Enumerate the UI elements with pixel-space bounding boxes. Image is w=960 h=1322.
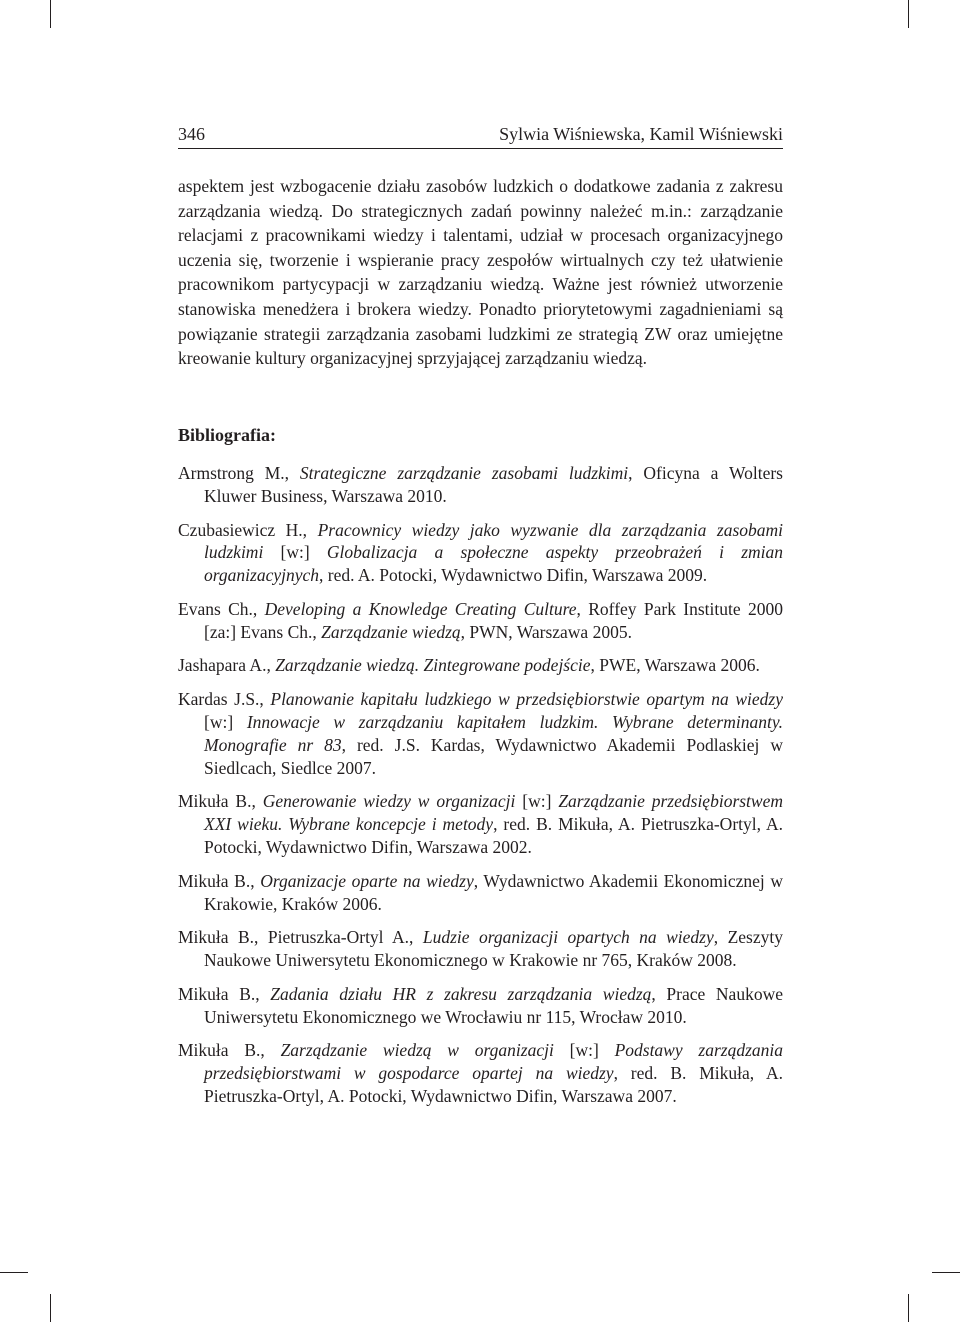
entry-title-italic: Organizacje oparte na wiedzy [260,870,474,891]
bibliography-entry [178,462,783,508]
entry-text: , red. J.S. Kardas, Wydawnictwo Akademii Podlaskiej w Siedlcach, Siedlce 2007. [204,734,783,778]
entry-text: Kardas J.S., [178,689,271,709]
entry-text: , red. A. Potocki, Wydawnictwo Difin, Warszawa 2009. [319,565,708,586]
entry-text: Armstrong M., [178,463,300,483]
crop-mark [908,0,909,28]
entry-text: [w:] [204,711,247,732]
entry-title-italic: Developing a Knowledge Creating Culture [264,598,577,619]
entry-text: , red. B. Mikuła, A. Pietruszka-Ortyl, A. Potocki, Wydawnictwo Difin, Warszawa 2007. [204,1063,783,1107]
entry-text: Mikuła B., [178,1040,281,1061]
crop-mark [50,0,51,28]
body-paragraph: aspektem jest wzbogacenie działu zasobów ludzkich o dodatkowe zadania z zakresu zarządzania wiedzą. Do strategicznych zadań powinny należeć m.in.: zarządzanie relacjami z pracownikami wiedzy i talentami, udział w procesach organizacyjnego uczenia się, tworzenie i wspieranie pracy zespołów wirtualnych czy też ułatwienie pracownikom partycypacji w zarządzaniu wiedzą. Ważne jest również utworzenie stanowiska menedżera i brokera wiedzy. Ponadto priorytetowymi zagadnieniami są powiązanie strategii zarządzania zasobami ludzkimi ze strategią ZW oraz umiejętne kreowanie kultury organizacyjnej sprzyjającej zarządzaniu wiedzą. [178,176,783,369]
crop-mark [0,1272,28,1273]
entry-title-italic: Globalizacja a społeczne aspekty przeobrażeń i zmian organizacyjnych [204,542,784,586]
entry-title-italic: Zarządzanie wiedzą w organizacji [280,1040,554,1061]
bibliography-entry [178,983,783,1029]
entry-text: , red. B. Mikuła, A. Pietruszka-Ortyl, A. Potocki, Wydawnictwo Difin, Warszawa 2002. [204,814,783,858]
entry-text: , Roffey Park Institute 2000 [za:] Evans Ch., [204,598,783,642]
entry-title-italic: Planowanie kapitału ludzkiego w przedsiębiorstwie opartym na wiedzy [270,689,783,709]
entry-text: , PWE, Warszawa 2006. [590,655,760,676]
entry-title-italic: Generowanie wiedzy w organizacji [262,791,516,812]
entry-text: , Prace Naukowe Uniwersytetu Ekonomicznego we Wrocławiu nr 115, Wrocław 2010. [204,983,783,1027]
entry-text: Jashapara A., [178,655,276,676]
bibliography-entry [178,926,783,972]
entry-text: Mikuła B., [178,983,271,1004]
entry-text: Evans Ch., [178,598,265,619]
entry-text: Mikuła B., [178,870,261,891]
entry-title-italic: Ludzie organizacji opartych na wiedzy [422,927,714,948]
entry-text: [w:] [553,1040,615,1061]
crop-mark [932,1272,960,1273]
entry-text: [w:] [263,542,327,563]
page-number: 346 [178,124,205,144]
bibliography-entry [178,654,783,677]
bibliography-entry [178,790,783,859]
entry-text: [w:] [515,791,559,812]
crop-mark [908,1294,909,1322]
entry-title-italic: Podstawy zarządzania przedsiębiorstwami w gospodarce opartej na wiedzy [204,1040,784,1084]
bibliography-entry [178,598,783,644]
entry-text: , Wydawnictwo Akademii Ekonomicznej w Krakowie, Kraków 2006. [204,870,783,914]
bibliography-entry [178,870,783,916]
bibliography-heading: Bibliografia: [178,425,276,445]
bibliography-entry [178,1039,783,1108]
entry-text: Czubasiewicz H., [178,519,318,540]
crop-mark [50,1294,51,1322]
entry-title-italic: Zarządzanie przedsiębiorstwem XXI wieku. Wybrane koncepcje i metody [204,791,784,835]
entry-title-italic: Zadania działu HR z zakresu zarządzania wiedzą [270,983,652,1004]
entry-text: , Zeszyty Naukowe Uniwersytetu Ekonomicznego w Krakowie nr 765, Kraków 2008. [204,927,783,971]
header-authors: Sylwia Wiśniewska, Kamil Wiśniewski [499,124,783,144]
entry-text: Mikuła B., Pietruszka-Ortyl A., [178,927,423,948]
entry-title-italic: Pracownicy wiedzy jako wyzwanie dla zarządzania zasobami ludzkimi [204,519,783,563]
entry-title-italic: Zarządzanie wiedzą. Zintegrowane podejście [275,655,591,676]
bibliography-entry [178,688,783,780]
entry-text: , PWN, Warszawa 2005. [460,621,632,642]
entry-title-italic: Zarządzanie wiedzą [321,621,461,642]
entry-title-italic: Strategiczne zarządzanie zasobami ludzkimi [299,463,629,483]
entry-text: , Oficyna a Wolters Kluwer Business, Warszawa 2010. [204,463,783,506]
bibliography-entry [178,519,783,588]
running-header [178,122,783,149]
bibliography-list [178,462,783,1119]
entry-title-italic: Innowacje w zarządzaniu kapitałem ludzkim. Wybrane determinanty. Monografie nr 83 [204,711,784,755]
entry-text: Mikuła B., [178,791,263,812]
